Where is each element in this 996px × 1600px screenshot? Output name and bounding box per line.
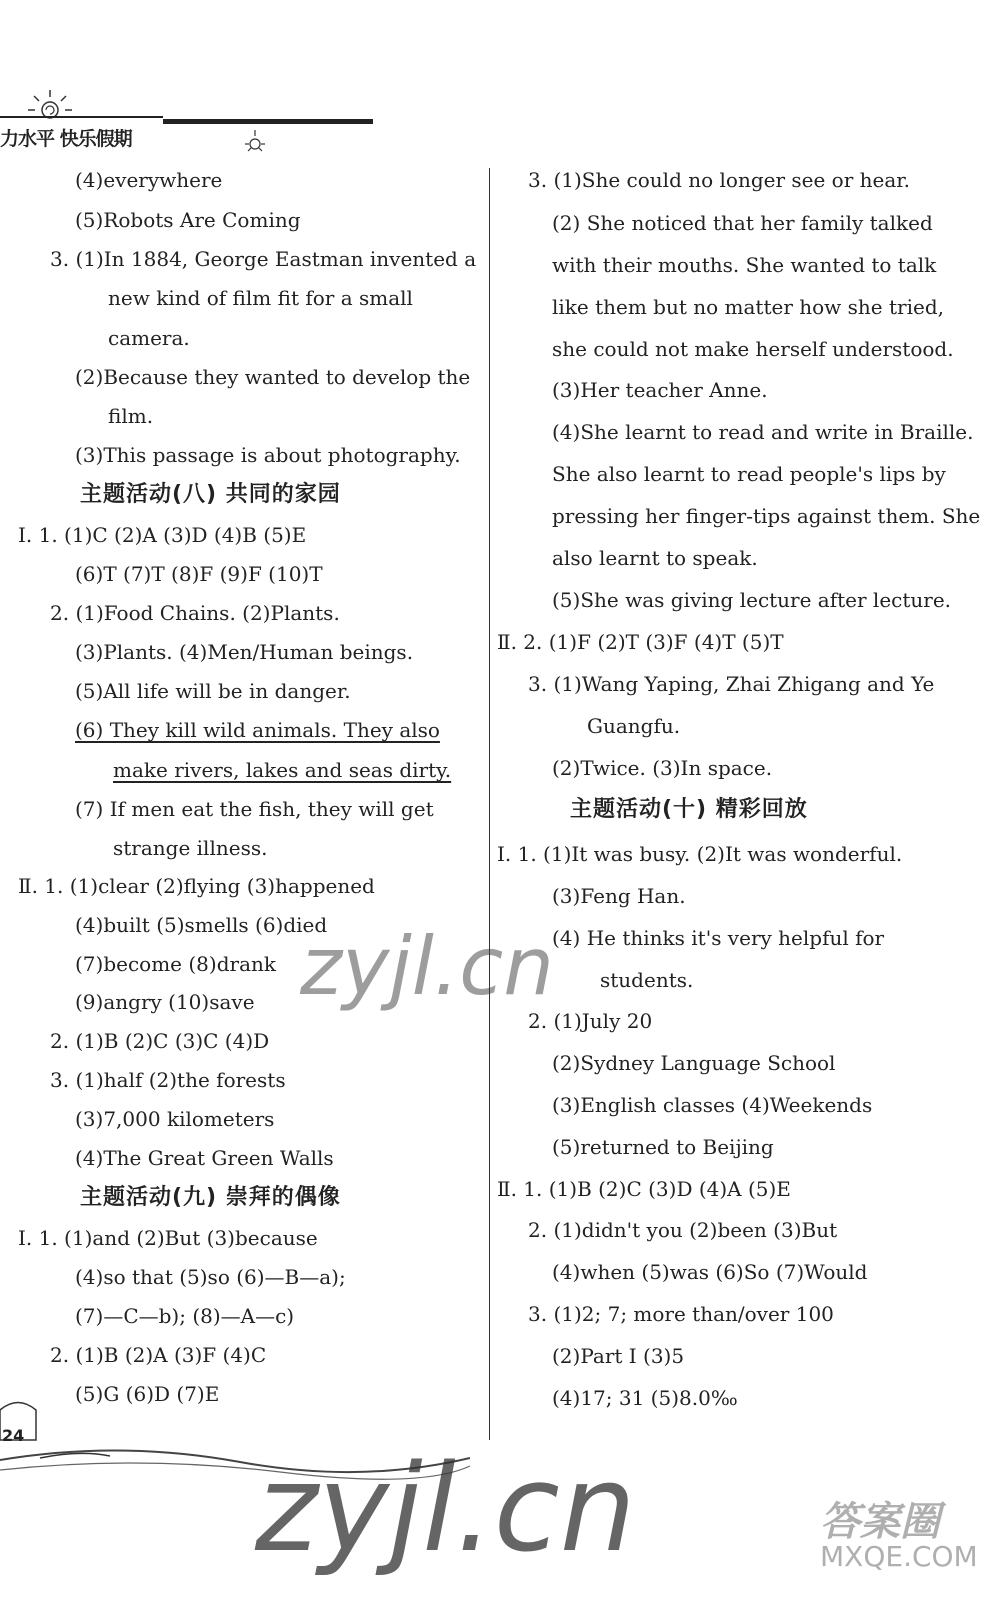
answer-line: camera. bbox=[108, 326, 190, 350]
answer-line: with their mouths. She wanted to talk bbox=[552, 253, 937, 277]
header-title: 力水平 快乐假期 bbox=[0, 128, 132, 150]
answer-line: (2)Because they wanted to develop the bbox=[75, 365, 471, 389]
answer-line: Ⅱ. 2. (1)F (2)T (3)F (4)T (5)T bbox=[497, 630, 784, 654]
answer-line: 2. (1)B (2)C (3)C (4)D bbox=[50, 1029, 270, 1053]
answer-line: (7)—C—b); (8)—A—c) bbox=[75, 1304, 295, 1328]
answer-line: (4)everywhere bbox=[75, 168, 223, 192]
answer-line: 3. (1)2; 7; more than/over 100 bbox=[528, 1302, 834, 1326]
answer-line: (2)Sydney Language School bbox=[552, 1051, 836, 1075]
answer-line: She also learnt to read people's lips by bbox=[552, 462, 946, 486]
answer-line: (3)Her teacher Anne. bbox=[552, 378, 768, 402]
answer-line: 3. (1)She could no longer see or hear. bbox=[528, 168, 910, 192]
answer-line: students. bbox=[600, 968, 694, 992]
answer-line: new kind of film fit for a small bbox=[108, 286, 413, 310]
sparkle-icon bbox=[240, 126, 270, 156]
answer-line: Guangfu. bbox=[587, 714, 681, 738]
answer-line: (4)17; 31 (5)8.0‰ bbox=[552, 1386, 738, 1410]
watermark-zyjl-big: zyjl.cn bbox=[255, 1440, 636, 1579]
answer-line: strange illness. bbox=[113, 836, 268, 860]
answer-line: Ⅱ. 1. (1)B (2)C (3)D (4)A (5)E bbox=[497, 1177, 791, 1201]
answer-line: (5)She was giving lecture after lecture. bbox=[552, 588, 952, 612]
answer-line: (7) If men eat the fish, they will get bbox=[75, 797, 434, 821]
answer-line: (2) She noticed that her family talked bbox=[552, 211, 933, 235]
watermark-mxqe: MXQE.COM bbox=[820, 1540, 978, 1573]
column-divider bbox=[489, 168, 490, 1440]
answer-line: (5)Robots Are Coming bbox=[75, 208, 301, 232]
answer-line: (5)All life will be in danger. bbox=[75, 679, 351, 703]
answer-line: 3. (1)half (2)the forests bbox=[50, 1068, 286, 1092]
answer-line: (5)returned to Beijing bbox=[552, 1135, 774, 1159]
answer-line: (3)This passage is about photography. bbox=[75, 443, 461, 467]
answer-line: (2)Twice. (3)In space. bbox=[552, 756, 773, 780]
answer-line: pressing her finger-tips against them. She bbox=[552, 504, 981, 528]
answer-line: (4)when (5)was (6)So (7)Would bbox=[552, 1260, 868, 1284]
answer-line: 2. (1)B (2)A (3)F (4)C bbox=[50, 1343, 267, 1367]
header-rule bbox=[163, 119, 373, 124]
answer-line: 2. (1)Food Chains. (2)Plants. bbox=[50, 601, 340, 625]
answer-line: 3. (1)Wang Yaping, Zhai Zhigang and Ye bbox=[528, 672, 935, 696]
answer-line: (6)T (7)T (8)F (9)F (10)T bbox=[75, 562, 323, 586]
page-number: 24 bbox=[2, 1426, 25, 1445]
watermark-answer-logo: 答案圈 bbox=[820, 1499, 940, 1545]
answer-line: (4)She learnt to read and write in Braille. bbox=[552, 420, 974, 444]
answer-line: Ⅱ. 1. (1)clear (2)flying (3)happened bbox=[18, 874, 375, 898]
section-heading: 主题活动(十) 精彩回放 bbox=[570, 797, 808, 822]
answer-line: (5)G (6)D (7)E bbox=[75, 1382, 220, 1406]
answer-line: Ⅰ. 1. (1)and (2)But (3)because bbox=[18, 1226, 318, 1250]
answer-line: Ⅰ. 1. (1)C (2)A (3)D (4)B (5)E bbox=[18, 523, 307, 547]
answer-line: 2. (1)didn't you (2)been (3)But bbox=[528, 1218, 838, 1242]
answer-line: make rivers, lakes and seas dirty. bbox=[113, 758, 452, 782]
answer-line: (2)Part I (3)5 bbox=[552, 1344, 685, 1368]
answer-line: (3)7,000 kilometers bbox=[75, 1107, 275, 1131]
answer-line: she could not make herself understood. bbox=[552, 337, 954, 361]
page-header bbox=[0, 88, 380, 158]
answer-line: (7)become (8)drank bbox=[75, 952, 276, 976]
answer-line: (3)Plants. (4)Men/Human beings. bbox=[75, 640, 414, 664]
answer-line: (4)The Great Green Walls bbox=[75, 1146, 334, 1170]
answer-line: Ⅰ. 1. (1)It was busy. (2)It was wonderful. bbox=[497, 842, 903, 866]
answer-line: 2. (1)July 20 bbox=[528, 1009, 653, 1033]
answer-line: (3)Feng Han. bbox=[552, 884, 686, 908]
answer-line: (3)English classes (4)Weekends bbox=[552, 1093, 873, 1117]
answer-line: like them but no matter how she tried, bbox=[552, 295, 944, 319]
section-heading: 主题活动(九) 崇拜的偶像 bbox=[80, 1185, 341, 1210]
answer-line: 3. (1)In 1884, George Eastman invented a bbox=[50, 247, 477, 271]
answer-line: film. bbox=[108, 404, 154, 428]
answer-line: (4)so that (5)so (6)—B—a); bbox=[75, 1265, 346, 1289]
answer-line: (4) He thinks it's very helpful for bbox=[552, 926, 885, 950]
section-heading: 主题活动(八) 共同的家园 bbox=[80, 482, 341, 507]
watermark-zyjl-small: zyjl.cn bbox=[300, 920, 554, 1013]
answer-line: (9)angry (10)save bbox=[75, 990, 255, 1014]
answer-line: (4)built (5)smells (6)died bbox=[75, 913, 328, 937]
answer-line: (6) They kill wild animals. They also bbox=[75, 718, 440, 742]
answer-line: also learnt to speak. bbox=[552, 546, 758, 570]
